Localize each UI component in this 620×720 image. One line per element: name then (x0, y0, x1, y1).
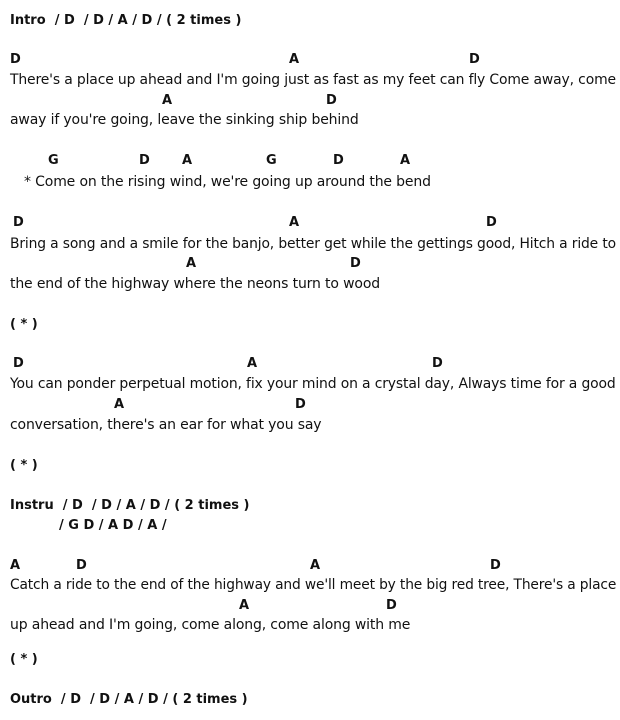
chord: D (10, 52, 21, 67)
lyric-line: up ahead and I'm going, come along, come along with me (10, 617, 411, 633)
chord: A (400, 153, 411, 168)
lyric-line: away if you're going, leave the sinking ship behind (10, 112, 359, 128)
chord: A (310, 558, 321, 573)
chord: A (162, 93, 173, 108)
chord: D (295, 397, 306, 412)
chord: A (186, 256, 197, 271)
lyric-line: Catch a ride to the end of the highway and we'll meet by the big red tree, There's a place (10, 577, 617, 593)
lyric-line: There's a place up ahead and I'm going just as fast as my feet can fly Come away, come (10, 72, 616, 88)
chord: D (13, 356, 24, 371)
chorus-reference: ( * ) (10, 652, 38, 667)
intro-line: Intro / D / D / A / D / ( 2 times ) (10, 13, 242, 28)
lyric-line: Bring a song and a smile for the banjo, better get while the gettings good, Hitch a ride to (10, 236, 616, 252)
lyric-line: conversation, there's an ear for what you say (10, 417, 322, 433)
chord: D (350, 256, 361, 271)
chord: A (289, 52, 300, 67)
chord: D (333, 153, 344, 168)
chord: A (247, 356, 258, 371)
instru-line: / G D / A D / A / (59, 518, 167, 533)
lyric-line: the end of the highway where the neons turn to wood (10, 276, 380, 292)
chord: A (182, 153, 193, 168)
chord: D (13, 215, 24, 230)
chord: D (432, 356, 443, 371)
chorus-reference: ( * ) (10, 317, 38, 332)
chorus-reference: ( * ) (10, 458, 38, 473)
chord: D (490, 558, 501, 573)
lyric-line: You can ponder perpetual motion, fix your mind on a crystal day, Always time for a good (10, 376, 616, 392)
outro-line: Outro / D / D / A / D / ( 2 times ) (10, 692, 248, 707)
chorus-lyric: * Come on the rising wind, we're going up around the bend (24, 174, 431, 190)
chord: D (76, 558, 87, 573)
chord: D (139, 153, 150, 168)
chord: A (239, 598, 250, 613)
chord: D (326, 93, 337, 108)
chord: A (114, 397, 125, 412)
chord: G (266, 153, 277, 168)
chord: A (289, 215, 300, 230)
chord: A (10, 558, 21, 573)
chord: D (386, 598, 397, 613)
chord: G (48, 153, 59, 168)
chord: D (469, 52, 480, 67)
instru-line: Instru / D / D / A / D / ( 2 times ) (10, 498, 250, 513)
chord: D (486, 215, 497, 230)
